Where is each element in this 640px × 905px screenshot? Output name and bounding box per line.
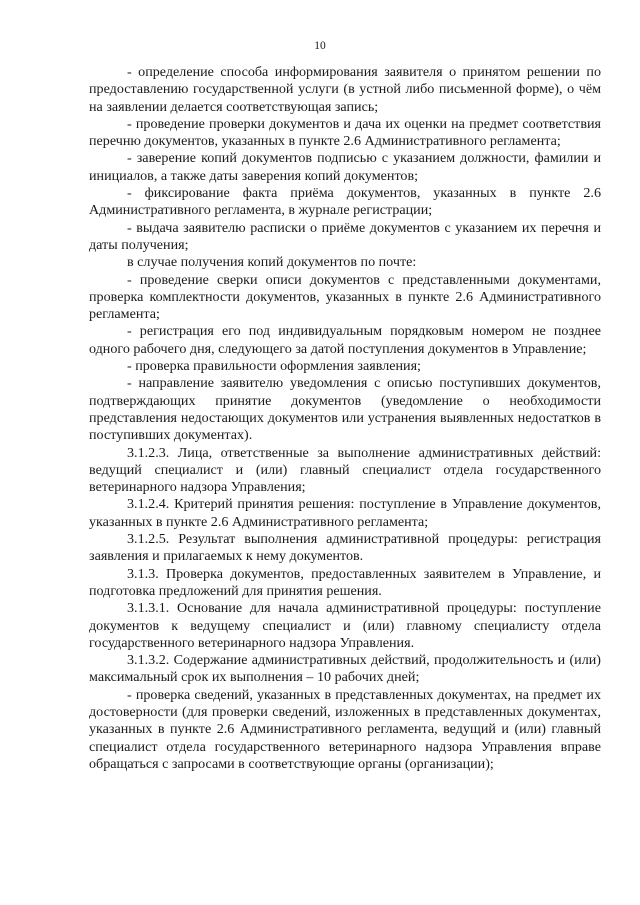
paragraph: - проведение сверки описи документов с представленными документами, проверка комплектности документов, указанных в пункте 2.6 Административного регламента;	[89, 271, 601, 323]
paragraph: 3.1.2.4. Критерий принятия решения: поступление в Управление документов, указанных в пункте 2.6 Административного регламента;	[89, 496, 601, 530]
paragraph: - направление заявителю уведомления с описью поступивших документов, подтверждающих принятие документов (уведомление о необходимости представления недостающих документов или устранения выявленных недостатков в поступивших документах).	[89, 375, 601, 444]
paragraph: 3.1.2.3. Лица, ответственные за выполнение административных действий: ведущий специалист и (или) главный специалист отдела государственного ветеринарного надзора Управления;	[89, 444, 601, 496]
document-body	[89, 64, 601, 773]
paragraph: 3.1.3.1. Основание для начала административной процедуры: поступление документов к ведущему специалист и (или) главному специалисту отдела государственного ветеринарного надзора Управления.	[89, 600, 601, 651]
paragraph: - заверение копий документов подписью с указанием должности, фамилии и инициалов, а также даты заверения копий документов;	[89, 150, 601, 184]
paragraph: - выдача заявителю расписки о приёме документов с указанием их перечня и даты получения;	[89, 219, 601, 253]
paragraph: - проведение проверки документов и дача их оценки на предмет соответствия перечню документов, указанных в пункте 2.6 Административного регламента;	[89, 115, 601, 150]
paragraph: 3.1.3.2. Содержание административных действий, продолжительность и (или) максимальный срок их выполнения – 10 рабочих дней;	[89, 652, 601, 686]
paragraph: в случае получения копий документов по почте:	[127, 254, 417, 271]
paragraph: 3.1.2.5. Результат выполнения административной процедуры: регистрация заявления и прилагаемых к нему документов.	[89, 531, 601, 565]
page-number: 10	[314, 40, 326, 52]
paragraph: - проверка сведений, указанных в представленных документах, на предмет их достоверности (для проверки сведений, изложенных в представленных документах, указанных в пункте 2.6 Административного регламента, ведущий и (или) главный специалист отдела государственного ветеринарного надзора Управления вправе обращаться с запросами в соответствующие органы (организации);	[89, 686, 601, 772]
paragraph: - проверка правильности оформления заявления;	[127, 358, 421, 375]
paragraph: - определение способа информирования заявителя о принятом решении по предоставлению государственной услуги (в устной либо письменной форме), о чём на заявлении делается соответствующая запись;	[89, 64, 601, 115]
paragraph: - фиксирование факта приёма документов, указанных в пункте 2.6 Административного регламента, в журнале регистрации;	[89, 185, 601, 219]
paragraph: 3.1.3. Проверка документов, предоставленных заявителем в Управление, и подготовка предложений для принятия решения.	[89, 565, 601, 599]
paragraph: - регистрация его под индивидуальным порядковым номером не позднее одного рабочего дня, следующего за датой поступления документов в Управление;	[89, 323, 601, 357]
